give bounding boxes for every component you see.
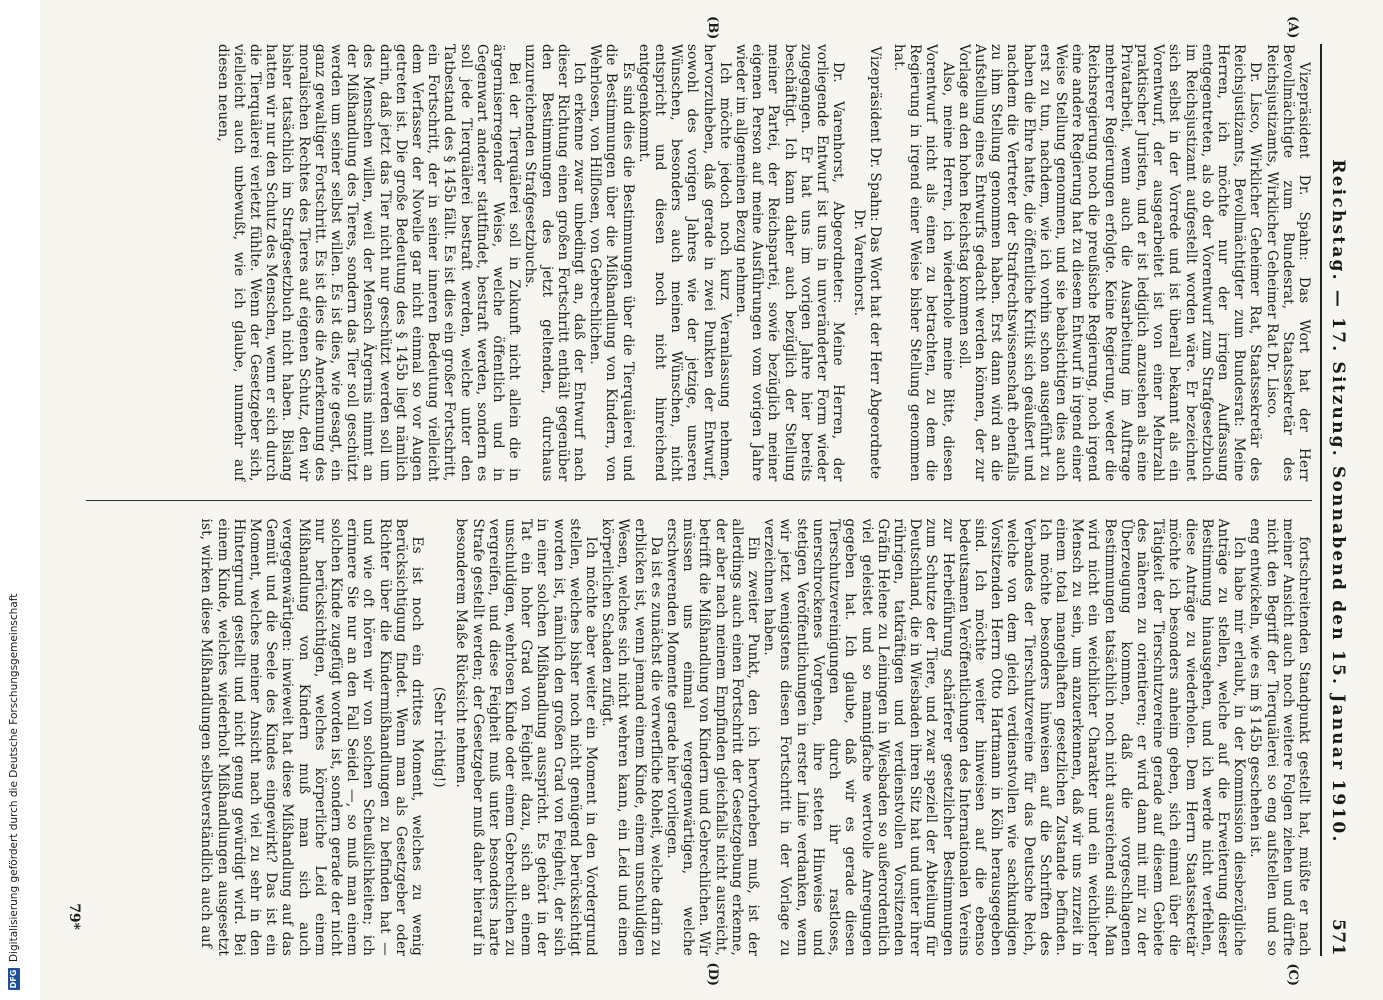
page-content: [60, 10, 1360, 990]
paragraph: Ein zweiter Punkt, den ich hervorheben muß, ist der allerdings auch einen Fortschritt der Gesetzgebung erkenne, der aber nach meinem Empfinden gleichfalls nicht ausreicht, betrifft die Mißhandlung von Kindern und Gebrechlichen. Wir müssen uns einmal vergegenwärtigen, welche erschwerenden Momente gerade hier vorliegen.: [664, 518, 762, 956]
digitization-credit: Digitalisierung gefördert durch die Deutsche Forschungsgemeinschaft: [8, 593, 20, 962]
paragraph: Ich erkenne zwar unbedingt an, daß der Entwurf nach dieser Richtung einen großen Fortschritt enthält gegenüber den Bestimmungen des jetzt geltenden, durchaus unzureichenden Strafgesetzbuchs.: [522, 44, 588, 482]
interjection: (Sehr richtig!): [431, 686, 448, 788]
header-title: Reichstag. — 17. Sitzung. Sonnabend den 15. Januar 1910.: [1328, 159, 1348, 844]
right-column: [86, 519, 1312, 957]
paragraph: Also, meine Herren, ich wiederhole meine Bitte, diesen Vorentwurf nicht als einen zu betrachten, zu dem die Regierung in irgend einer Weise bisher Stellung genommen hat.: [890, 44, 956, 482]
footer-signature: 79*: [66, 903, 82, 930]
paragraph: Dr. Lisco, Wirklicher Geheimer Rat, Staatssekretär des Reichsjustizamts, Bevollmächtigter zum Bundesrat: Meine Herren, ich möchte nur der irrigen Auffassung entgegentreten, als ob der Vorentwurf zum Strafgesetzbuch im Reichsjustizamt aufgestellt worden wäre. Er bezeichnet sich selbst in der Vorrede und ist überall bekannt als ein Vorentwurf, der ausgearbeitet ist von einer Mehrzahl praktischer Juristen, und er ist lediglich anzusehen als eine Privatarbeit, wenn auch die Ausarbeitung im Auftrage mehrerer Regierungen erfolgte. Keine Regierung, weder die Reichsregierung noch die preußische Regierung, noch irgend eine andere Regierung hat zu diesem Entwurf in irgend einer Weise Stellung genommen, und sie beabsichtigen dies auch erst zu tun, nachdem, wie ich vorhin schon ausgeführt zu haben die Ehre hatte, die öffentliche Kritik sich geäußert und nachdem die Vertreter der Strafrechtswissenschaft ebenfalls zu ihm Stellung genommen haben. Erst dann wird an die Aufstellung eines Entwurfs gedacht werden können, der zur Vorlage an den hohen Reichstag kommen soll.: [955, 44, 1264, 482]
paragraph: fortschreitenden Standpunkt gestellt hat, müßte er nach meiner Ansicht auch noch weitere Folgen ziehen und dürfte nicht den Begriff der Tierquälerei so eng aufstellen und so eng entwickeln, wie es im § 145b geschehen ist.: [1247, 518, 1312, 956]
column-divider: [86, 500, 1312, 501]
paragraph: Dr. Varenhorst, Abgeordneter: Meine Herren, der vorliegende Entwurf ist uns in unveränderter Form wieder zugegangen. Er hat uns im vorigen Jahre hier bereits beschäftigt. Ich kann daher auch bezüglich der Stellung meiner Partei, der Reichspartei, sowie bezüglich meiner eigenen Person auf meine Ausführungen vom vorigen Jahre wieder im allgemeinen Bezug nehmen.: [733, 44, 847, 482]
marker-c: (C): [1285, 963, 1300, 986]
speaker-heading: Vizepräsident Dr. Spahn: Das Wort hat der Herr Abgeordnete Dr. Varenhorst.: [850, 46, 883, 480]
side-strip: [0, 0, 40, 1000]
marker-b: (B): [705, 16, 720, 40]
paragraph: Ich habe mir erlaubt, in der Kommission diesbezügliche Anträge zu stellen, welche auf die Erweiterung dieser Bestimmung hinausgehen, und ich werde nicht verfehlen, diese Anträge zu wiederholen. Dem Herrn Staatssekretär möchte ich besonders anheim geben, sich einmal über die Tätigkeit der Tierschutzvereine gerade auf diesem Gebiete des näheren zu orientieren; er wird dann mit mir zu der Überzeugung kommen, daß die vorgeschlagenen Bestimmungen tatsächlich noch nicht ausreichend sind. Man wird nicht ein weichlicher Charakter und ein weichlicher Mensch zu sein, um anzuerkennen, daß wir uns zurzeit in einem total mangelhaften gesetzlichen Zustande befinden. Ich möchte besonders hinweisen auf die Schriften des Verbandes der Tierschutzvereine für das Deutsche Reich, welche von dem gleich verdienstvollen wie sachkundigen Vorsitzenden Herrn Otto Hartmann in Köln herausgegeben sind. Ich möchte weiter hinweisen auf die ebenso bedeutsamen Veröffentlichungen des Internationalen Vereins zur Herbeiführung schärferer gesetzlicher Bestimmungen zum Schutze der Tiere, und zwar speziell der Abteilung für Deutschland, die in Wiesbaden ihren Sitz hat und unter ihrer rührigen, tatkräftigen und verdienstvollen Vorsitzenden Gräfin Helene zu Leiningen in Wiesbaden so außerordentlich viel geleistet und so mannigfache wertvolle Anregungen gegeben hat. Ich glaube, daß wir es gerade diesen Tierschutzvereinigungen durch ihr rastloses, unerschrockenes Vorgehen, ihre steten Hinweise und stetigen Veröffentlichungen in erster Linie verdanken, wenn wir jetzt wenigstens diesen Fortschritt in der Vorlage zu verzeichnen haben.: [761, 518, 1248, 956]
paragraph: Vizepräsident Dr. Spahn: Das Wort hat der Herr Bevollmächtigte zum Bundesrat, Staatssekretär des Reichsjustizamts, Wirklicher Geheimer Rat Dr. Lisco.: [1263, 44, 1312, 482]
page-header: [1320, 44, 1348, 956]
paragraph: Ich möchte jedoch noch kurz Veranlassung nehmen, hervorzuheben, daß gerade in zwei Punkten der Entwurf, sowohl des vorigen Jahres wie der jetzige, unseren Wünschen, besonders auch meinen Wünschen, nicht entspricht und diesen noch nicht hinreichend entgegenkommt.: [635, 44, 733, 482]
paragraph: Es ist noch ein drittes Moment, welches zu wenig Berücksichtigung findet. Wenn man als Gesetzgeber oder Richter über die Kindermißhandlungen zu befinden hat — und wie oft hören wir von solchen Scheußlichkeiten; ich erinnere Sie nur an den Fall Seidel —, so muß man einem solchen Kinde zugefügt worden ist, sondern gerade der nicht nur berücksichtigen, welches körperliche Leid einem Mißhandlung von Kindern muß man sich auch vergegenwärtigen: inwieweit hat diese Mißhandlung auf das Gemüt und die Seele des Kindes eingewirkt? Das ist ein Moment, welches meiner Ansicht nach viel zu sehr in den Hintergrund gestellt und nicht genug gewürdigt wird. Bei einem Kinde, welches wiederholt Mißhandlungen ausgesetzt ist, wirken diese Mißhandlungen selbstverständlich auch auf: [198, 518, 426, 956]
paragraph: Bei der Tierquälerei soll in Zukunft nicht allein die in ärgerniserregender Weise, welche öffentlich und in Gegenwart anderer stattfindet, bestraft werden, sondern es soll jede Tierquälerei bestraft werden, welche unter den Tatbestand des § 145b fällt. Es ist dies ein großer Fortschritt, ein Fortschritt, der in seiner inneren Bedeutung vielleicht dem Verfasser der Novelle gar nicht einmal so vor Augen getreten ist. Die große Bedeutung des § 145b liegt nämlich darin, daß jetzt das Tier nicht nur geschützt werden soll um des Menschen willen, weil der Mensch Ärgernis nimmt an der Mißhandlung des Tieres, sondern das Tier soll geschützt werden um seiner selbst willen. Es ist dies, wie gesagt, ein ganz gewaltiger Fortschritt. Es ist dies die Anerkennung des moralischen Rechtes des Tieres auf eigenen Schutz, den wir bisher tatsächlich im Strafgesetzbuch nicht haben. Bislang hatten wir nur den Schutz des Menschen, wenn er sich durch die Tierquälerei verletzt fühlte. Wenn der Gesetzgeber sich, vielleicht auch unbewußt, wie ich glaube, nunmehr auf diesen neuen,: [214, 44, 523, 482]
paragraph: Da ist es zunächst die verwerfliche Roheit, welche darin zu erblicken ist, wenn jemand einem Kinde, einem unschuldigen Wesen, welches sich nicht wehren kann, ein Leid und einen körperlichen Schaden zufügt.: [599, 518, 664, 956]
page-number: 571: [1328, 919, 1348, 956]
marker-a: (A): [1285, 16, 1300, 39]
side-credit-wrap: [6, 10, 22, 990]
left-column: [86, 44, 1312, 482]
dfg-logo: DFG: [9, 969, 18, 989]
marker-d: (D): [705, 962, 720, 986]
paragraph: Es sind dies die Bestimmungen über die Tierquälerei und die Bestimmungen über die Mißhandlung von Kindern, von Wehrlosen, von Hilflosen, von Gebrechlichen.: [587, 44, 636, 482]
scanned-page: [40, 0, 1383, 1000]
columns: [86, 44, 1312, 956]
paragraph: Ich möchte aber weiter ein Moment in den Vordergrund stellen, welches bisher noch nicht genügend berücksichtigt worden ist, nämlich den großen Grad von Feigheit, der sich in einer solchen Mißhandlung ausspricht. Es gehört in der Tat ein hoher Grad von Feigheit dazu, sich an einem unschuldigen, wehrlosen Kinde oder einem Gebrechlichen zu vergreifen, und diese Feigheit muß unter besonders harte Strafe gestellt werden; der Gesetzgeber muß daher hierauf in besonderem Maße Rücksicht nehmen.: [453, 518, 600, 956]
